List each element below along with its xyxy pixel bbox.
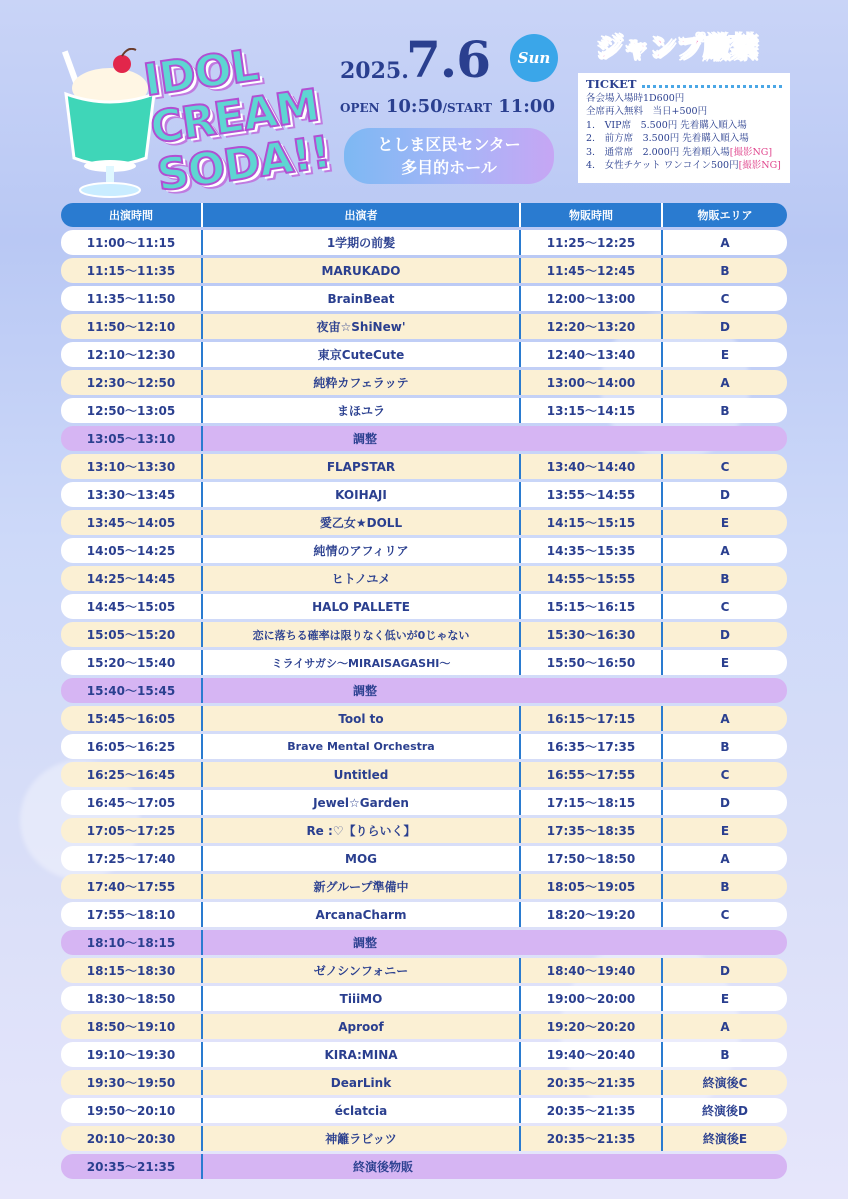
cell-performance-time: 11:35〜11:50: [86, 292, 176, 306]
cell-merch-area: D: [661, 958, 787, 983]
ticket-title-row: [586, 78, 782, 92]
table-row: [61, 790, 787, 815]
cell-performer: Tool to: [201, 706, 519, 731]
cell-merch-time: 19:00〜20:00: [519, 986, 661, 1011]
table-row: [61, 594, 787, 619]
ticket-info-box: [578, 73, 790, 183]
table-row: [61, 622, 787, 647]
cell-performance-time: 17:40〜17:55: [86, 880, 176, 894]
table-row: [61, 902, 787, 927]
table-row: [61, 538, 787, 563]
cell-merch-time: 18:20〜19:20: [519, 902, 661, 927]
cell-merch-area: 終演後C: [661, 1070, 787, 1095]
cell-performer: MARUKADO: [201, 258, 519, 283]
cell-merch-area: C: [661, 454, 787, 479]
cell-performance-time: 11:50〜12:10: [86, 320, 176, 334]
cell-merch-time: 11:25〜12:25: [519, 230, 661, 255]
cell-merch-area: D: [661, 790, 787, 815]
table-row-break: [61, 1154, 787, 1179]
cell-merch-area: C: [661, 762, 787, 787]
cell-break-label: 終演後物販: [201, 1154, 787, 1179]
cell-performer: 純情のアフィリア: [201, 538, 519, 563]
cell-performance-time: 18:15〜18:30: [86, 964, 176, 978]
ticket-item: 3. 通常席 2.000円 先着順入場[撮影NG]: [586, 146, 773, 158]
cell-performer: FLAPSTAR: [201, 454, 519, 479]
cell-merch-area: E: [661, 818, 787, 843]
dotted-divider: [642, 82, 782, 88]
table-row: [61, 286, 787, 311]
event-date: [340, 28, 570, 98]
table-row: [61, 1126, 787, 1151]
cell-performance-time: 16:45〜17:05: [86, 796, 176, 810]
cell-performer: 1学期の前髪: [201, 230, 519, 255]
table-row: [61, 482, 787, 507]
cell-merch-area: E: [661, 342, 787, 367]
cell-merch-time: 15:15〜16:15: [519, 594, 661, 619]
cell-performer: Re :♡【りらいく】: [201, 818, 519, 843]
cell-performance-time: 12:10〜12:30: [86, 348, 176, 362]
cell-merch-area: C: [661, 902, 787, 927]
date-year: 2025.: [340, 58, 409, 84]
cell-merch-time: 14:55〜15:55: [519, 566, 661, 591]
venue-badge: [344, 128, 554, 184]
cell-merch-time: 13:15〜14:15: [519, 398, 661, 423]
cell-performance-time: 17:55〜18:10: [86, 908, 176, 922]
cell-performance-time: 14:45〜15:05: [86, 600, 176, 614]
ticket-item: 1. VIP席 5.500円 先着購入順入場: [586, 119, 747, 131]
cell-performer: まほユラ: [201, 398, 519, 423]
cell-merch-area: D: [661, 314, 787, 339]
table-row: [61, 650, 787, 675]
column-header-performance-time: 出演時間: [109, 209, 153, 222]
cell-merch-time: 14:15〜15:15: [519, 510, 661, 535]
cell-merch-area: A: [661, 230, 787, 255]
cell-merch-time: 13:00〜14:00: [519, 370, 661, 395]
table-row: [61, 314, 787, 339]
cell-performance-time: 15:45〜16:05: [86, 712, 176, 726]
cell-merch-time: 17:15〜18:15: [519, 790, 661, 815]
cell-merch-time: 16:35〜17:35: [519, 734, 661, 759]
cell-performance-time: 20:10〜20:30: [86, 1132, 176, 1146]
table-header-row: [61, 203, 787, 227]
open-time: 10:50: [385, 96, 443, 117]
column-header-merch-area: 物販エリア: [661, 203, 787, 227]
no-jumping-notice: ジャンプ厳禁: [596, 33, 758, 64]
ticket-reentry: 全席再入無料 当日+500円: [586, 106, 708, 117]
cell-merch-area: B: [661, 258, 787, 283]
cell-performance-time: 18:30〜18:50: [86, 992, 176, 1006]
table-row: [61, 1098, 787, 1123]
table-row: [61, 398, 787, 423]
cell-break-label: 調整: [201, 678, 787, 703]
cell-merch-time: 18:05〜19:05: [519, 874, 661, 899]
cell-performer: 愛乙女★DOLL: [201, 510, 519, 535]
cell-merch-area: B: [661, 398, 787, 423]
table-row: [61, 706, 787, 731]
table-row: [61, 258, 787, 283]
table-row: [61, 1070, 787, 1095]
venue-name: としま区民センター: [377, 135, 521, 154]
cell-performer: 純粋カフェラッテ: [201, 370, 519, 395]
cell-merch-area: B: [661, 874, 787, 899]
cell-merch-time: 13:40〜14:40: [519, 454, 661, 479]
cell-merch-time: 12:40〜13:40: [519, 342, 661, 367]
cell-performer: Brave Mental Orchestra: [201, 734, 519, 759]
cell-merch-time: 20:35〜21:35: [519, 1126, 661, 1151]
cell-merch-area: B: [661, 734, 787, 759]
column-header-performer: 出演者: [201, 203, 519, 227]
cell-merch-time: 11:45〜12:45: [519, 258, 661, 283]
open-start-times: [340, 96, 570, 117]
start-label: /START: [442, 101, 492, 115]
cell-performer: KOIHAJI: [201, 482, 519, 507]
cell-merch-time: 19:20〜20:20: [519, 1014, 661, 1039]
cell-merch-time: 20:35〜21:35: [519, 1098, 661, 1123]
event-logo: [42, 30, 332, 200]
cell-performer: Untitled: [201, 762, 519, 787]
cell-merch-time: 17:50〜18:50: [519, 846, 661, 871]
cell-performance-time: 13:45〜14:05: [86, 516, 176, 530]
table-row: [61, 762, 787, 787]
table-row: [61, 454, 787, 479]
cell-merch-time: 15:50〜16:50: [519, 650, 661, 675]
cell-performance-time: 16:25〜16:45: [86, 768, 176, 782]
cell-merch-area: 終演後D: [661, 1098, 787, 1123]
table-row-break: [61, 678, 787, 703]
cell-performer: HALO PALLETE: [201, 594, 519, 619]
cell-merch-area: D: [661, 622, 787, 647]
table-row-break: [61, 930, 787, 955]
cell-performance-time: 13:10〜13:30: [86, 460, 176, 474]
cell-performance-time: 20:35〜21:35: [86, 1160, 176, 1174]
cell-merch-time: 18:40〜19:40: [519, 958, 661, 983]
table-row: [61, 986, 787, 1011]
table-row: [61, 1014, 787, 1039]
cell-break-label: 調整: [201, 426, 787, 451]
cell-merch-time: 15:30〜16:30: [519, 622, 661, 647]
cell-performance-time: 12:30〜12:50: [86, 376, 176, 390]
cell-performer: TiiiMO: [201, 986, 519, 1011]
cell-performance-time: 15:40〜15:45: [86, 684, 176, 698]
cell-merch-area: A: [661, 538, 787, 563]
ticket-item: 4. 女性チケット ワンコイン500円[撮影NG]: [586, 160, 781, 171]
cell-merch-area: A: [661, 706, 787, 731]
cell-merch-time: 19:40〜20:40: [519, 1042, 661, 1067]
table-row: [61, 846, 787, 871]
cell-performer: DearLink: [201, 1070, 519, 1095]
cell-break-label: 調整: [201, 930, 787, 955]
table-row: [61, 370, 787, 395]
cell-performance-time: 13:05〜13:10: [86, 432, 176, 446]
venue-room: 多目的ホール: [401, 158, 497, 177]
cell-merch-time: 12:20〜13:20: [519, 314, 661, 339]
table-row-break: [61, 426, 787, 451]
cell-performance-time: 17:05〜17:25: [86, 824, 176, 838]
column-header-merch-time: 物販時間: [519, 203, 661, 227]
table-row: [61, 874, 787, 899]
cell-performer: Jewel☆Garden: [201, 790, 519, 815]
no-photo-note: [撮影NG]: [729, 146, 773, 158]
cell-performance-time: 14:25〜14:45: [86, 572, 176, 586]
table-row: [61, 510, 787, 535]
cell-merch-area: A: [661, 846, 787, 871]
cell-merch-area: D: [661, 482, 787, 507]
ticket-drink-fee: 各会場入場時1D600円: [586, 92, 685, 104]
cell-performance-time: 18:10〜18:15: [86, 936, 176, 950]
cell-performance-time: 12:50〜13:05: [86, 404, 176, 418]
cell-merch-time: 16:55〜17:55: [519, 762, 661, 787]
cell-merch-time: 14:35〜15:35: [519, 538, 661, 563]
ticket-title: TICKET: [586, 77, 637, 91]
cell-performance-time: 11:15〜11:35: [86, 264, 176, 278]
cell-performance-time: 16:05〜16:25: [86, 740, 176, 754]
start-time: 11:00: [498, 96, 555, 117]
cell-merch-time: 12:00〜13:00: [519, 286, 661, 311]
table-row: [61, 818, 787, 843]
cell-performance-time: 19:30〜19:50: [86, 1076, 176, 1090]
cell-merch-time: 17:35〜18:35: [519, 818, 661, 843]
table-row: [61, 1042, 787, 1067]
table-body: [61, 230, 787, 1179]
cell-merch-area: B: [661, 566, 787, 591]
cell-merch-area: C: [661, 594, 787, 619]
table-row: [61, 566, 787, 591]
table-row: [61, 230, 787, 255]
cell-performance-time: 15:05〜15:20: [86, 628, 176, 642]
cell-performer: Aproof: [201, 1014, 519, 1039]
cell-performance-time: 19:10〜19:30: [86, 1048, 176, 1062]
table-row: [61, 958, 787, 983]
cell-performer: ヒトノユメ: [201, 566, 519, 591]
cell-performance-time: 14:05〜14:25: [86, 544, 176, 558]
cell-merch-area: E: [661, 986, 787, 1011]
cell-performer: 東京CuteCute: [201, 342, 519, 367]
cell-merch-time: 16:15〜17:15: [519, 706, 661, 731]
cell-merch-area: 終演後E: [661, 1126, 787, 1151]
date-day: 7.6: [406, 30, 490, 89]
cell-merch-time: 13:55〜14:55: [519, 482, 661, 507]
cell-merch-time: 20:35〜21:35: [519, 1070, 661, 1095]
cell-performance-time: 17:25〜17:40: [86, 852, 176, 866]
no-photo-note: [撮影NG]: [738, 160, 781, 171]
cell-performer: MOG: [201, 846, 519, 871]
cell-performer: ArcanaCharm: [201, 902, 519, 927]
cell-performer: KIRA:MINA: [201, 1042, 519, 1067]
open-label: OPEN: [340, 101, 380, 115]
cell-performer: ミライサガシ〜MIRAISAGASHI〜: [201, 650, 519, 675]
cell-performance-time: 13:30〜13:45: [86, 488, 176, 502]
cell-performer: 新グループ準備中: [201, 874, 519, 899]
cell-merch-area: A: [661, 1014, 787, 1039]
cell-performer: BrainBeat: [201, 286, 519, 311]
logo-wordmark: IDOL CREAM SODA!!: [140, 40, 334, 202]
weekday-badge: Sun: [510, 34, 558, 82]
table-row: [61, 342, 787, 367]
cell-merch-area: A: [661, 370, 787, 395]
timetable: [61, 203, 787, 1182]
cell-merch-area: E: [661, 510, 787, 535]
table-row: [61, 734, 787, 759]
cell-performer: éclatcia: [201, 1098, 519, 1123]
cell-performer: ゼノシンフォニー: [201, 958, 519, 983]
cell-performance-time: 11:00〜11:15: [86, 236, 176, 250]
cell-merch-area: B: [661, 1042, 787, 1067]
cell-merch-area: C: [661, 286, 787, 311]
cell-performer: 神籬ラビッツ: [201, 1126, 519, 1151]
cell-performer: 夜宙☆ShiNew': [201, 314, 519, 339]
cell-merch-area: E: [661, 650, 787, 675]
ticket-item: 2. 前方席 3.500円 先着購入順入場: [586, 133, 749, 144]
cell-performer: 恋に落ちる確率は限りなく低いが0じゃない: [201, 622, 519, 647]
cell-performance-time: 19:50〜20:10: [86, 1104, 176, 1118]
cell-performance-time: 15:20〜15:40: [86, 656, 176, 670]
cell-performance-time: 18:50〜19:10: [86, 1020, 176, 1034]
